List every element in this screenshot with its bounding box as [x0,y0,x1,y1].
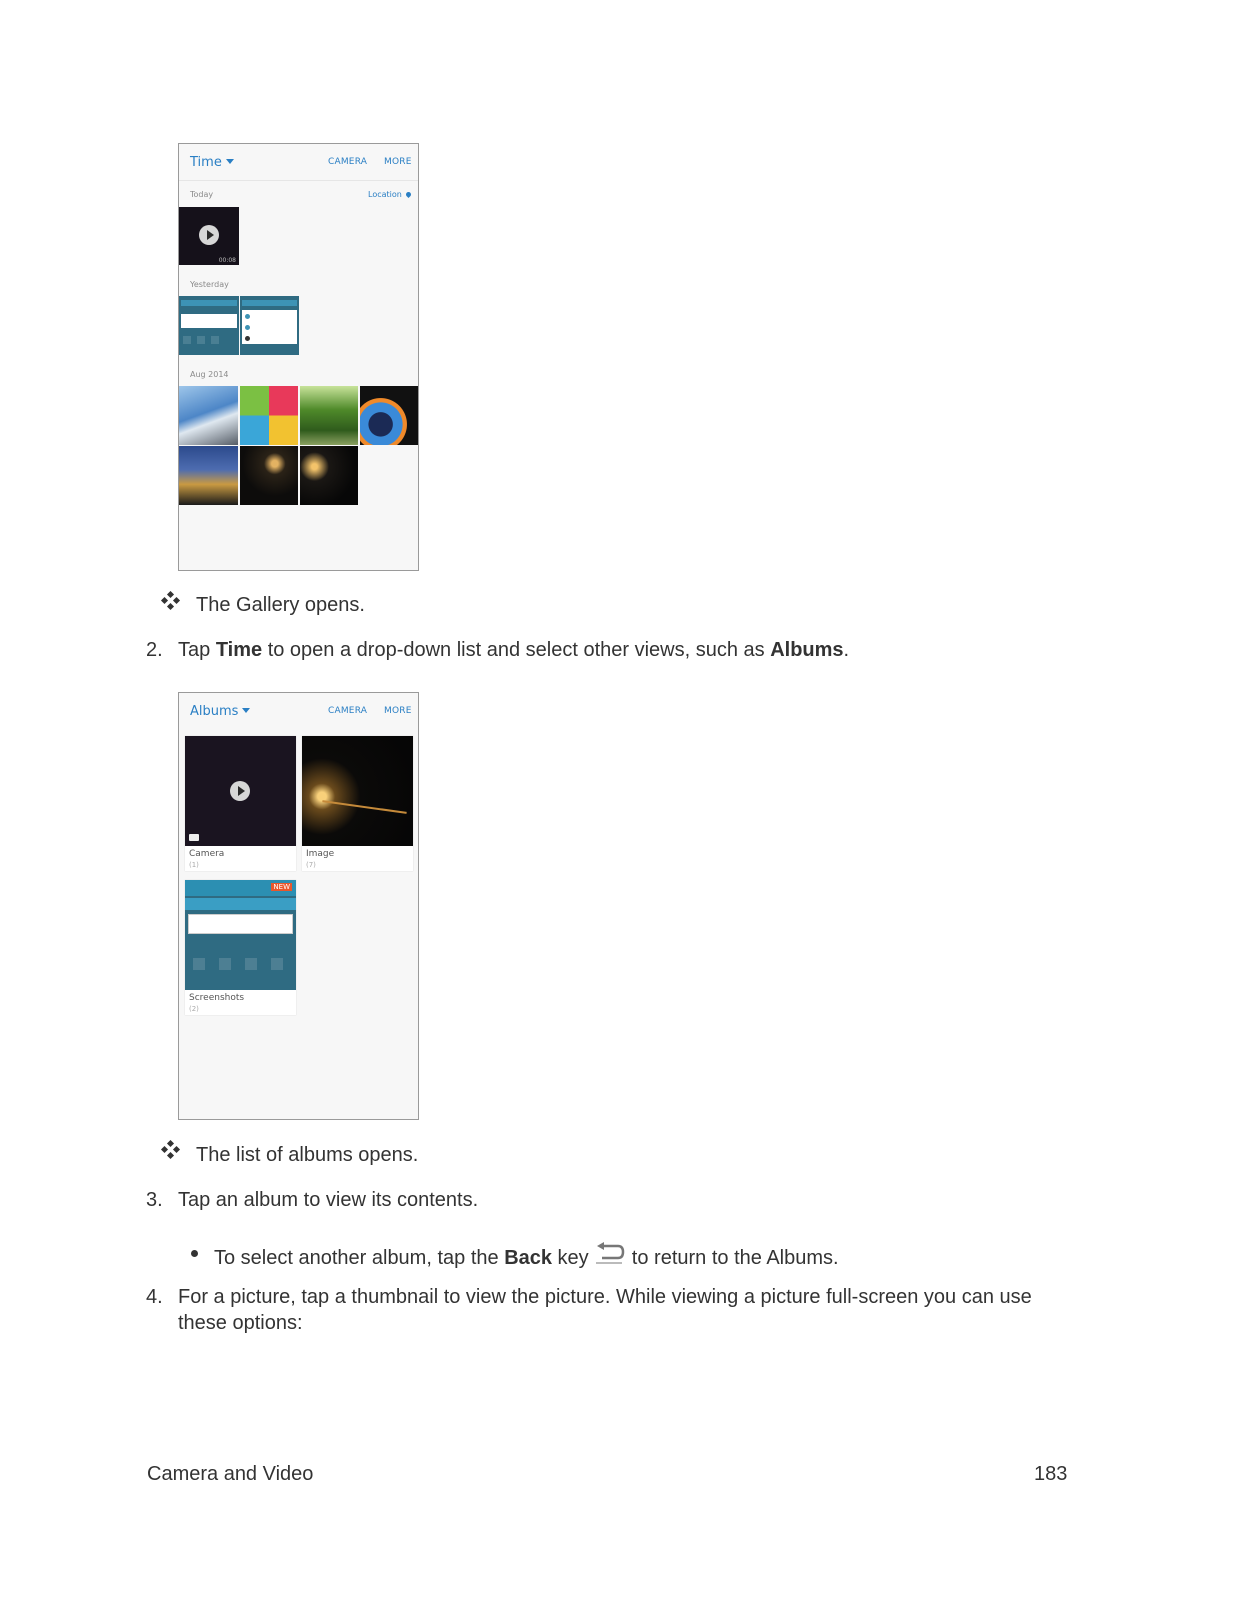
new-badge: NEW [273,883,290,891]
gallery-albums-screenshot [178,692,419,1120]
section-aug-2014: Aug 2014 [190,370,229,379]
step-4-line-1: For a picture, tap a thumbnail to view the picture. While viewing a picture full-screen you can use [178,1286,1032,1308]
album-name: Screenshots [189,993,245,1003]
album-name: Camera [189,849,225,859]
album-count: (2) [189,1005,199,1013]
camera-action[interactable]: CAMERA [328,706,368,716]
note-albums-open: The list of albums opens. [196,1144,419,1166]
photo-thumbnail[interactable] [179,446,238,505]
camera-action[interactable]: CAMERA [328,157,368,167]
step-4-line-2: these options: [178,1312,303,1334]
photo-thumbnail[interactable] [240,386,298,445]
bullet-dot [191,1250,198,1257]
screenshot-thumbnail[interactable] [179,296,239,355]
play-icon [230,781,250,801]
footer-page-number: 183 [1034,1463,1068,1485]
back-key-icon [594,1242,626,1266]
step-number: 2. [146,639,163,661]
play-icon [199,225,219,245]
album-screenshots[interactable] [185,880,296,1015]
location-link[interactable] [368,190,411,199]
step-2-post: . [843,639,850,661]
photo-thumbnail[interactable] [240,446,298,505]
album-count: (7) [306,861,316,869]
bullet-mid: key [552,1247,589,1269]
location-label: Location [368,190,402,199]
step-number: 4. [146,1286,163,1308]
step-2-albums: Albums [770,639,844,661]
album-cover [185,736,296,846]
more-action[interactable]: MORE [384,157,412,167]
screenshot-thumbnail[interactable] [240,296,299,355]
step-2-mid: to open a drop-down list and select other views, such as [262,639,771,661]
more-action[interactable]: MORE [384,706,412,716]
step-2-pre: Tap [178,639,216,661]
bullet-back: Back [504,1247,552,1269]
album-name: Image [306,849,335,859]
section-yesterday: Yesterday [190,280,229,289]
time-dropdown[interactable] [190,155,234,170]
footer-section-title: Camera and Video [147,1463,314,1485]
diamond-bullet-icon [160,1140,182,1162]
album-count: (1) [189,861,199,869]
video-thumbnail[interactable] [179,207,239,265]
camera-icon [189,834,199,841]
bullet-post: to return to the Albums. [626,1247,839,1269]
video-duration: 00:08 [218,257,236,264]
bullet-pre: To select another album, tap the [214,1247,505,1269]
chevron-down-icon [226,159,234,164]
gallery-time-screenshot [178,143,419,571]
location-pin-icon [405,191,412,198]
photo-thumbnail[interactable] [300,386,358,445]
album-camera[interactable] [185,736,296,871]
step-3-text: Tap an album to view its contents. [178,1189,479,1211]
album-image[interactable] [302,736,413,871]
photo-thumbnail[interactable] [179,386,238,445]
step-2-text [178,639,849,662]
albums-dropdown[interactable] [190,704,250,719]
chevron-down-icon [242,708,250,713]
note-gallery-opens: The Gallery opens. [196,594,365,616]
photo-thumbnail[interactable] [300,446,358,505]
step-2-time: Time [215,639,263,661]
step-number: 3. [146,1189,163,1211]
albums-dropdown-label: Albums [190,704,239,719]
header-divider [179,180,418,181]
photo-thumbnail[interactable] [360,386,419,445]
album-cover [185,880,296,990]
section-today: Today [190,190,214,199]
time-dropdown-label: Time [190,155,222,170]
bullet-back-key [214,1242,839,1270]
album-cover [302,736,413,846]
diamond-bullet-icon [160,591,182,613]
